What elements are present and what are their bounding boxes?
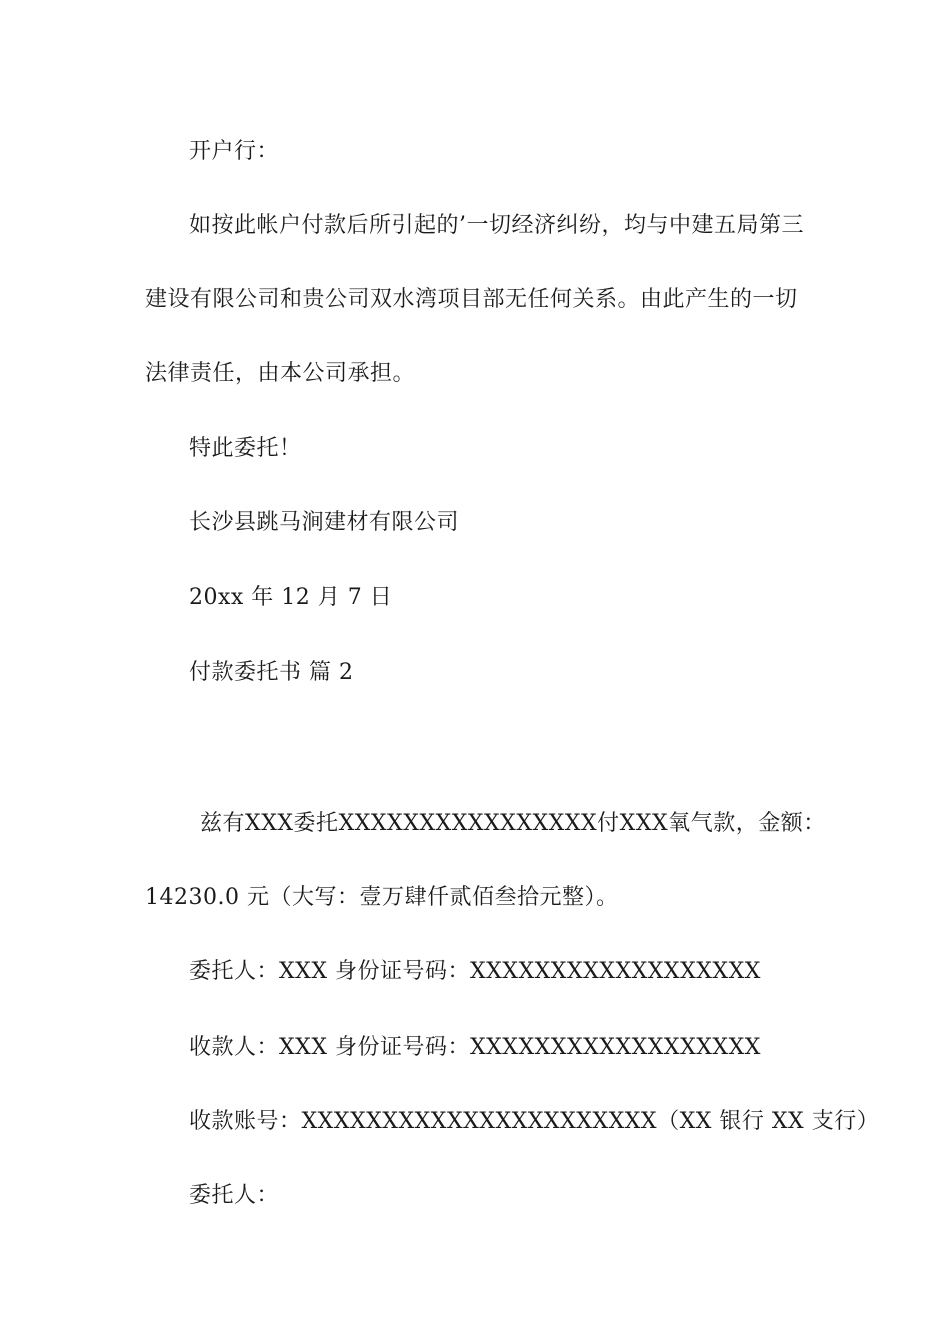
justified-token: 付 <box>597 811 620 836</box>
justified-token: ， <box>735 811 759 836</box>
entrustor-line: 委托人：XXX 身份证号码：XXXXXXXXXXXXXXXXXX <box>189 959 761 984</box>
justified-token: 兹 <box>200 811 223 836</box>
bank-label: 开户行： <box>189 139 280 164</box>
justified-token: 气 <box>690 811 714 836</box>
payee-line: 收款人：XXX 身份证号码：XXXXXXXXXXXXXXXXXX <box>189 1035 761 1060</box>
paragraph-line: 法律责任，由本公司承担。 <box>145 361 416 386</box>
amount-line: 14230.0 元（大写：壹万肆仟贰佰叁拾元整）。 <box>145 885 619 910</box>
justified-token: 款 <box>713 811 736 836</box>
document-date: 20xx 年 12 月 7 日 <box>189 585 393 610</box>
justified-token: 氧 <box>668 811 691 836</box>
justified-token: 托 <box>316 811 339 836</box>
company-name: 长沙县跳马涧建材有限公司 <box>189 510 460 535</box>
justified-token: XXX <box>245 811 294 836</box>
justified-token: 委 <box>293 811 317 836</box>
paragraph-line: 如按此帐户付款后所引起的’一切经济纠纷，均与中建五局第三 <box>189 213 804 238</box>
justified-token: 金 <box>758 811 781 836</box>
entrustor-signature-label: 委托人： <box>189 1183 280 1208</box>
paragraph-line: 建设有限公司和贵公司双水湾项目部无任何关系。由此产生的一切 <box>145 287 798 312</box>
justified-token: 额 <box>780 811 804 836</box>
account-line: 收款账号：XXXXXXXXXXXXXXXXXXXXXX（XX 银行 XX 支行） <box>189 1109 880 1134</box>
section-title: 付款委托书 篇 2 <box>189 660 354 685</box>
justified-token: ： <box>803 811 826 836</box>
justified-token: 有 <box>222 811 246 836</box>
paragraph-line-justified <box>200 809 826 839</box>
justified-token: XXX <box>619 811 669 836</box>
justified-token: XXXXXXXXXXXXXXXX <box>338 811 598 836</box>
closing-phrase: 特此委托！ <box>189 436 302 461</box>
